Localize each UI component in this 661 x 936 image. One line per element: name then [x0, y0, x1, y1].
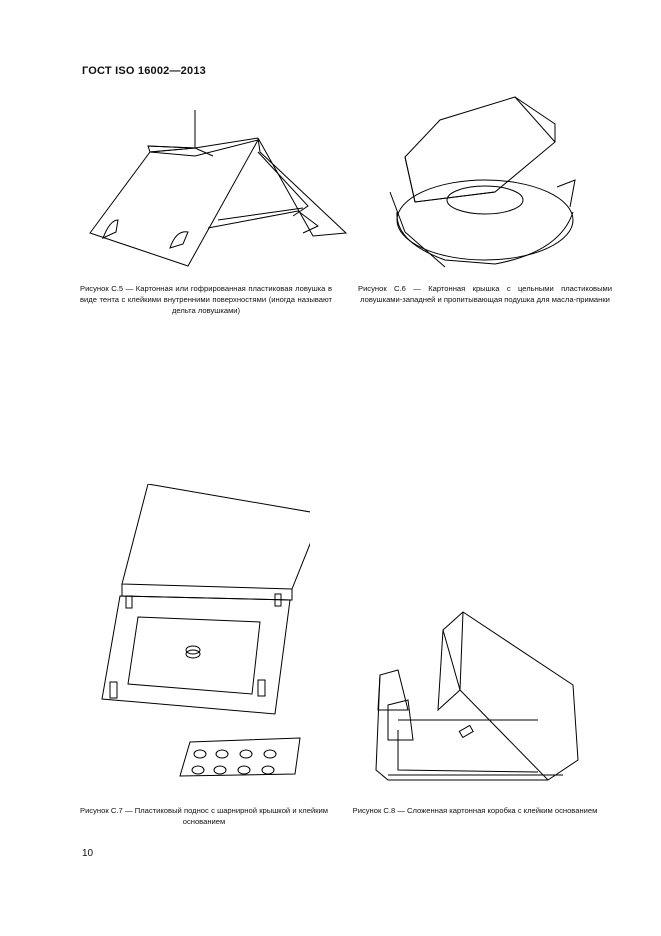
figure-c6-cardboard-lid — [385, 92, 585, 272]
figure-c7-caption: Рисунок С.7 — Пластиковый поднос с шарнирной крышкой и клейким основанием — [80, 806, 328, 826]
figure-c8-caption: Рисунок С.8 — Сложенная картонная коробка с клейким основанием — [352, 806, 598, 815]
document-header: ГОСТ ISO 16002—2013 — [82, 65, 206, 77]
figure-c5-delta-trap — [88, 108, 358, 273]
figure-c8-folded-box — [368, 610, 583, 790]
figure-c7-plastic-tray — [100, 484, 310, 790]
page-number: 10 — [82, 848, 94, 859]
figure-c6-caption: Рисунок С.6 — Картонная крышка с цельными пластиковыми ловушками-западней и пропитывающая подушка для масла-приманки — [358, 284, 612, 304]
figure-c5-caption: Рисунок С.5 — Картонная или гофрированная пластиковая ловушка в виде тента с клейкими внутренними поверхностями (иногда называют дельта ловушками) — [80, 284, 332, 315]
